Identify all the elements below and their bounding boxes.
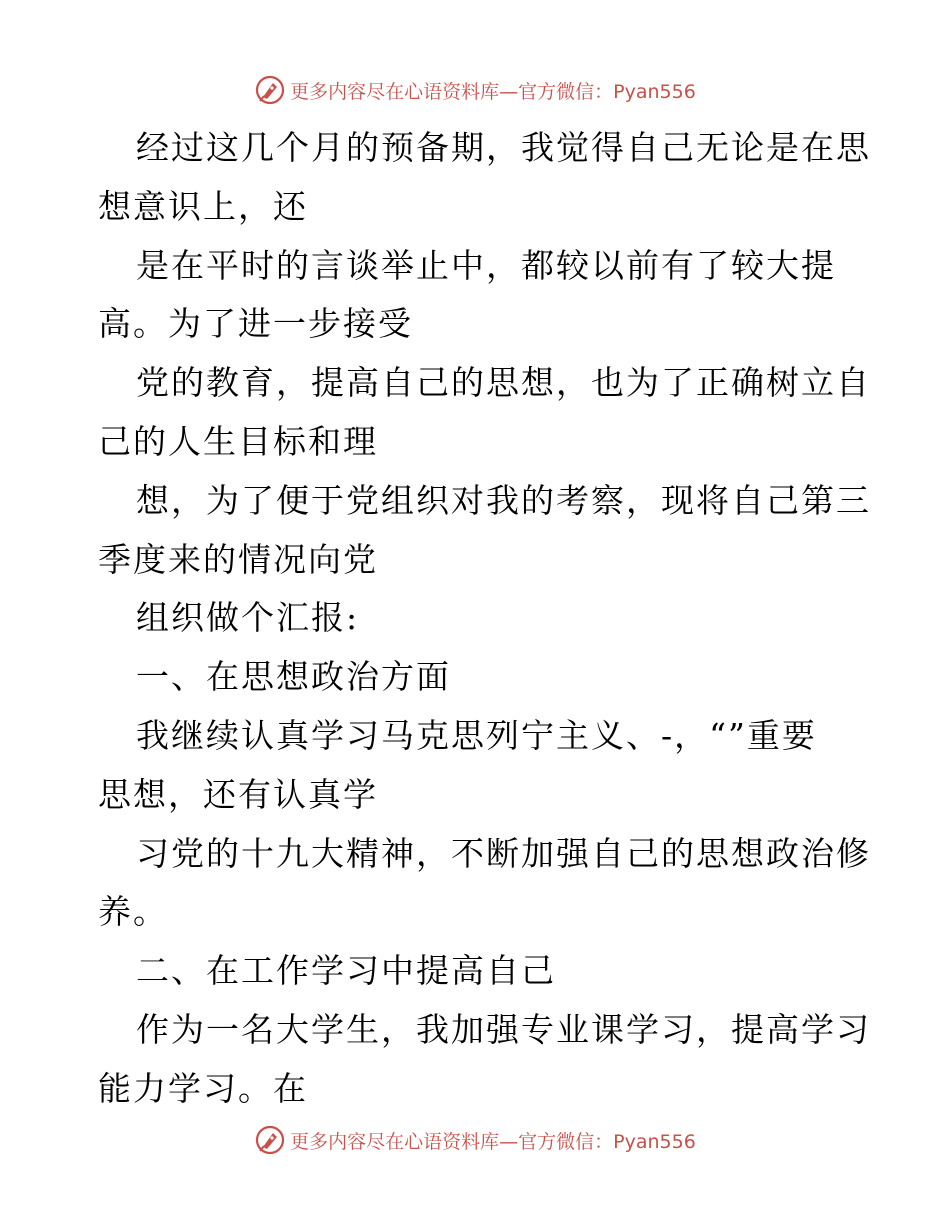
text-line: 养。 xyxy=(98,892,168,932)
text-line: 能力学习。在 xyxy=(98,1068,308,1108)
section-heading: 一、在思想政治方面 xyxy=(136,657,451,697)
text-line: 组织做个汇报: xyxy=(136,598,360,638)
text-line: 党的教育，提高自己的思想，也为了正确树立自 xyxy=(136,363,871,403)
text-line: 我继续认真学习马克思列宁主义、-，“”重要 xyxy=(136,715,817,755)
pen-nib-logo-icon xyxy=(254,1124,286,1156)
body-text xyxy=(98,119,871,1119)
pen-nib-logo-icon xyxy=(254,74,286,106)
text-line: 思想，还有认真学 xyxy=(98,774,378,814)
text-line: 高。为了进一步接受 xyxy=(98,304,413,344)
text-line: 想意识上，还 xyxy=(98,186,308,226)
text-line: 想，为了便于党组织对我的考察，现将自己第三 xyxy=(136,480,871,520)
text-line: 作为一名大学生，我加强专业课学习，提高学习 xyxy=(136,1009,871,1049)
header-banner xyxy=(0,72,950,108)
text-line: 是在平时的言谈举止中，都较以前有了较大提 xyxy=(136,245,836,285)
footer-text: 更多内容尽在心语资料库—官方微信：Pyan556 xyxy=(290,1130,696,1153)
footer-banner xyxy=(0,1122,950,1158)
text-line: 习党的十九大精神，不断加强自己的思想政治修 xyxy=(136,833,871,873)
header-text: 更多内容尽在心语资料库—官方微信：Pyan556 xyxy=(290,80,696,103)
text-line: 季度来的情况向党 xyxy=(98,539,378,579)
text-line: 经过这几个月的预备期，我觉得自己无论是在思 xyxy=(136,128,871,167)
section-heading: 二、在工作学习中提高自己 xyxy=(136,951,556,991)
text-line: 己的人生目标和理 xyxy=(98,421,378,461)
